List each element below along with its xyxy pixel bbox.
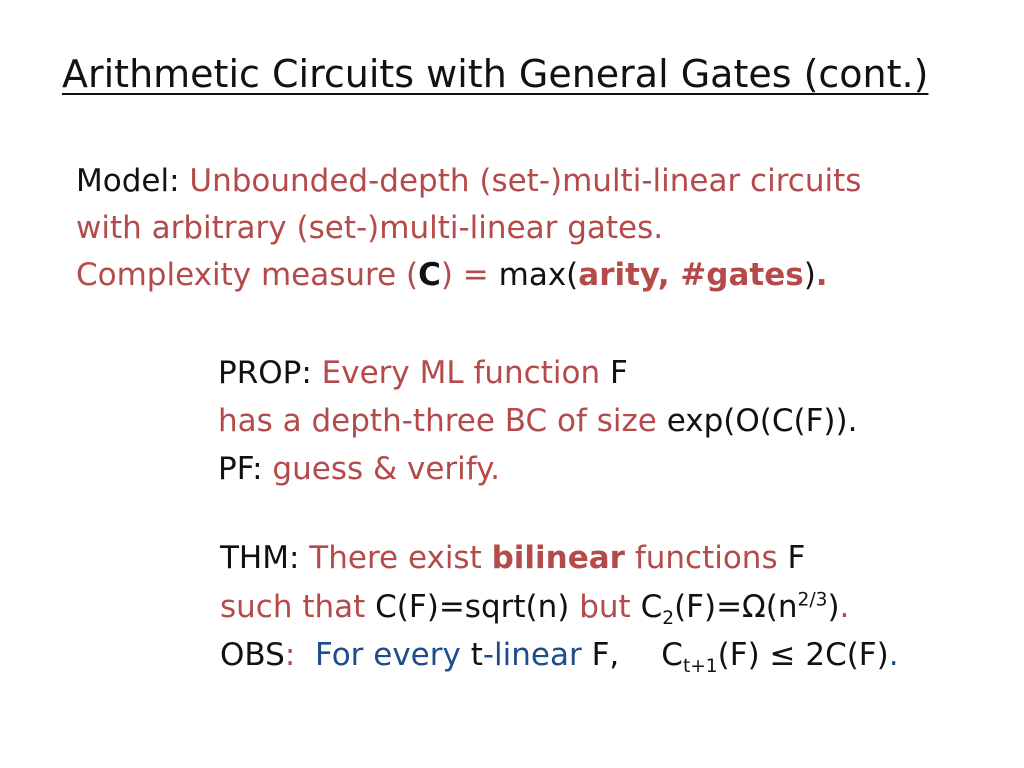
thm-label: THM:	[220, 540, 310, 576]
obs-label: OBS	[220, 637, 285, 673]
model-line-2: with arbitrary (set-)multi-linear gates.	[76, 210, 664, 246]
cm-max: max(	[498, 257, 579, 293]
prop-f: F	[609, 355, 628, 391]
thm-c2: C	[640, 589, 663, 625]
pf-line	[218, 451, 500, 487]
obs-line	[220, 637, 899, 678]
cm-period: .	[815, 257, 828, 293]
thm-bilinear: bilinear	[491, 540, 625, 576]
obs-ct-sub: t+1	[682, 656, 718, 678]
prop-line-1	[218, 355, 628, 391]
obs-period: .	[888, 637, 899, 673]
thm-period: .	[839, 589, 850, 625]
thm-c2-sub: 2	[662, 608, 675, 630]
thm-line-2	[220, 589, 850, 630]
obs-ct-rest: (F) ≤ 2C(F)	[717, 637, 889, 673]
prop-label: PROP:	[218, 355, 322, 391]
obs-linear: -linear	[482, 637, 592, 673]
model-text-1: Unbounded-depth (set-)multi-linear circuits	[189, 163, 862, 199]
model-line-1	[76, 163, 862, 199]
thm-such: such that	[220, 589, 376, 625]
thm-c2-sup: 2/3	[797, 589, 828, 611]
thm-c2-close: )	[827, 589, 840, 625]
thm-cf: C(F)=sqrt(n)	[375, 589, 580, 625]
prop-text-1: Every ML function	[321, 355, 610, 391]
pf-label: PF:	[218, 451, 273, 487]
cm-args: arity, #gates	[578, 257, 804, 293]
thm-line-1	[220, 540, 806, 576]
slide-title: Arithmetic Circuits with General Gates (cont.)	[62, 52, 929, 96]
obs-t: t	[470, 637, 483, 673]
cm-prefix: Complexity measure (	[76, 257, 419, 293]
pf-text: guess & verify.	[272, 451, 500, 487]
cm-close: )	[803, 257, 816, 293]
prop-text-2: has a depth-three BC of size	[218, 403, 667, 439]
obs-colon: :	[284, 637, 296, 673]
model-label: Model:	[76, 163, 190, 199]
cm-c: C	[418, 257, 441, 293]
thm-text-2: functions	[624, 540, 788, 576]
thm-c2-rest: (F)=Ω(n	[674, 589, 798, 625]
thm-text-1: There exist	[309, 540, 492, 576]
prop-expr: exp(O(C(F)).	[666, 403, 858, 439]
obs-ct: C	[661, 637, 683, 673]
obs-text-1: For every	[295, 637, 471, 673]
prop-line-2	[218, 403, 858, 439]
complexity-measure-line	[76, 257, 828, 293]
obs-f: F,	[591, 637, 620, 673]
cm-mid: ) =	[440, 257, 499, 293]
thm-f: F	[787, 540, 806, 576]
thm-but: but	[579, 589, 641, 625]
